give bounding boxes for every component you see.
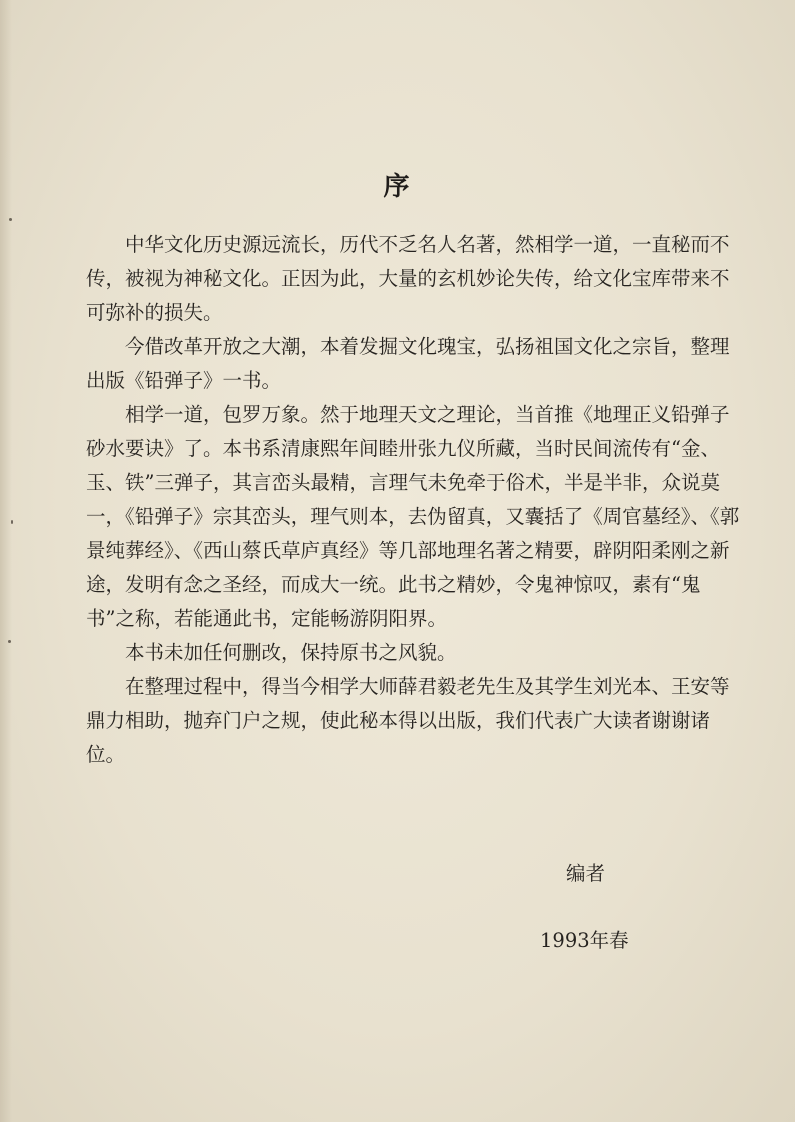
paper-speck <box>11 520 13 524</box>
date: 1993年春 <box>540 929 629 952</box>
paper-speck <box>9 218 12 221</box>
paragraph-4: 本书未加任何删改，保持原书之风貌。 <box>125 641 457 664</box>
preface-body <box>86 228 742 772</box>
paper-speck <box>8 640 11 643</box>
paragraph-1: 中华文化历史源远流长，历代不乏名人名著，然相学一道，一直秘而不传，被视为神秘文化。正因为此，大量的玄机妙论失传，给文化宝库带来不可弥补的损失。 <box>86 233 730 324</box>
page-title: 序 <box>383 172 412 202</box>
signature: 编者 <box>566 862 606 885</box>
paragraph-5: 在整理过程中，得当今相学大师薛君毅老先生及其学生刘光本、王安等鼎力相助，抛弃门户之规，使此秘本得以出版，我们代表广大读者谢谢诸位。 <box>86 675 730 766</box>
paragraph-3: 相学一道，包罗万象。然于地理天文之理论，当首推《地理正义铅弹子砂水要诀》了。本书系清康熙年间睦卅张九仪所藏，当时民间流传有“金、玉、铁”三弹子，其言峦头最精，言理气未免牵于俗术，半是半非，众说莫一，《铅弹子》宗其峦头，理气则本，去伪留真，又囊括了《周官墓经》、《郭景纯葬经》、《西山蔡氏草庐真经》等几部地理名著之精要，辟阴阳柔刚之新途，发明有念之圣经，而成大一统。此书之精妙，令鬼神惊叹，素有“鬼书”之称，若能通此书，定能畅游阴阳界。 <box>86 403 740 630</box>
paragraph-2: 今借改革开放之大潮，本着发掘文化瑰宝，弘扬祖国文化之宗旨，整理出版《铅弹子》一书。 <box>86 335 730 392</box>
